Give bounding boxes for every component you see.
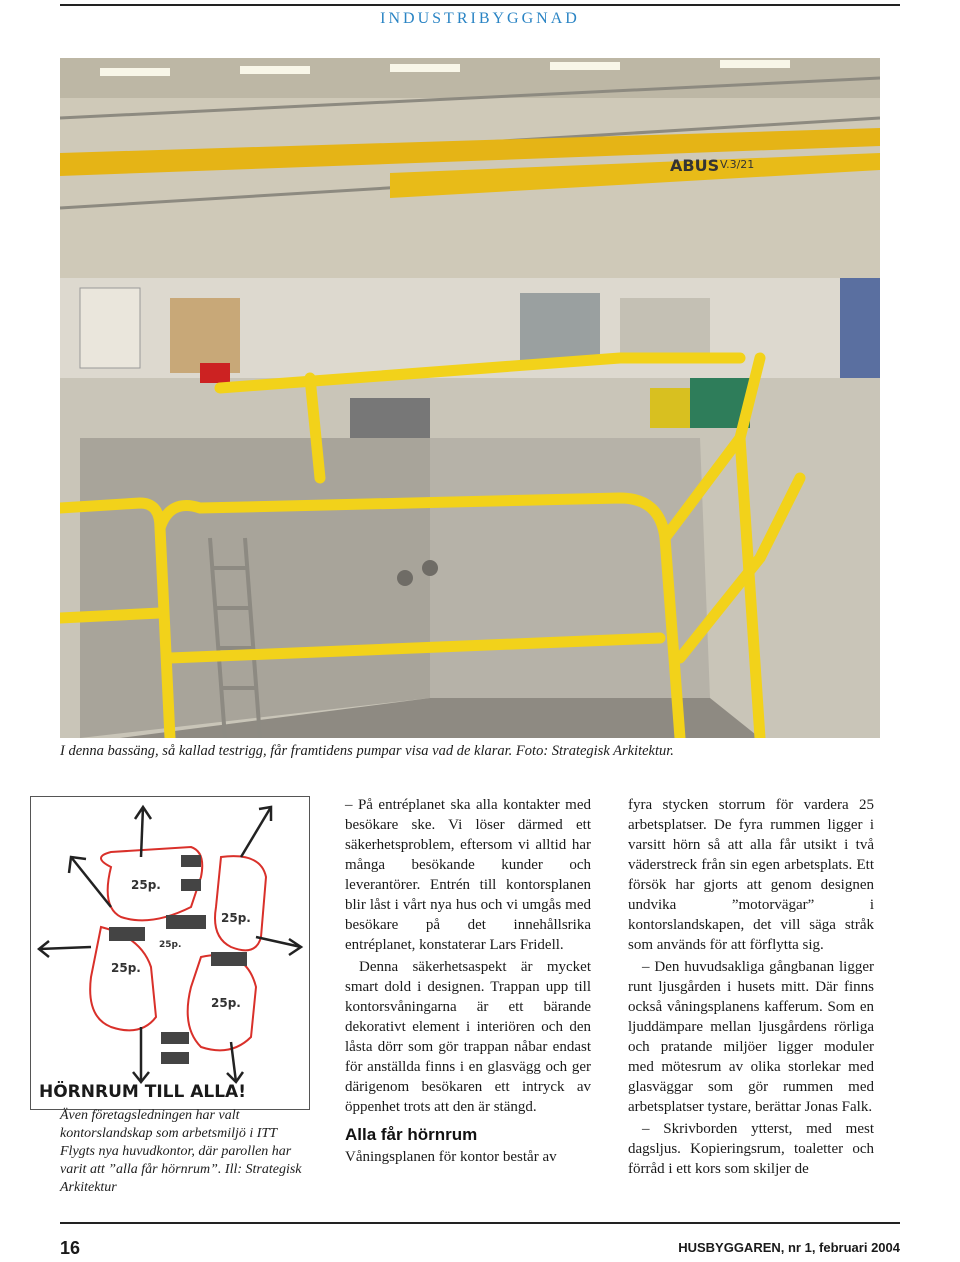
paragraph: – Skrivborden ytterst, med mest dagsljus. Kopieringsrum, toaletter och förråd i ett kors som skiljer de	[628, 1121, 874, 1177]
testrig-photo	[60, 58, 880, 738]
sketch-caption: Även företagsledningen har valt kontorslandskap som arbetsmiljö i ITT Flygts nya huvudkontor, där parollen har varit att ”alla får hörnrum”. Ill: Strategisk Arkitektur	[60, 1108, 302, 1195]
sketch-label-2: 25p.	[221, 911, 251, 925]
section-header: INDUSTRIBYGGNAD	[380, 10, 580, 27]
sketch-label-4: 25p.	[211, 996, 241, 1010]
paragraph: Våningsplanen för kontor består av	[345, 1149, 557, 1165]
article-column-right	[628, 795, 874, 1181]
paragraph: fyra stycken storrum för vardera 25 arbetsplatser. De fyra rummen ligger i varsitt hörn så att alla får utsikt i två väderstreck från sin egen arbetsplats. Ett försök har gjorts att genom designen undvika ”motorvägar” i kontorslandskapen, det vill säga stråk som används för att förflytta sig.	[628, 797, 874, 953]
article-column-middle	[345, 795, 591, 1169]
photo-caption: I denna bassäng, så kallad testrigg, får framtidens pumpar visa vad de klarar. Foto: Strategisk Arkitektur.	[60, 743, 674, 759]
sketch-label-3: 25p.	[111, 961, 141, 975]
paragraph: Denna säkerhetsaspekt är mycket smart dold i designen. Trappan upp till kontorsvåningarna är ett bärande dekorativt element i interiören och den låsta dörr som gör trappan nåbar endast för anställda finns i en glasvägg och ger därigenom besökaren ett intryck av öppenhet trots att den är stängd.	[345, 959, 591, 1115]
sketch-label-1: 25p.	[131, 878, 161, 892]
sketch-drawing	[31, 797, 309, 1109]
hall-illustration	[60, 58, 880, 738]
sketch-label-5: 25p.	[159, 940, 182, 950]
bottom-rule	[60, 1222, 900, 1224]
top-rule	[60, 4, 900, 6]
sketch-handwriting: HÖRNRUM TILL ALLA!	[39, 1082, 246, 1102]
subheading: Alla får hörnrum	[345, 1125, 478, 1144]
page-number: 16	[60, 1238, 81, 1258]
paragraph: – Den huvudsakliga gångbanan ligger runt ljusgården i husets mitt. Där finns också våningsplanens kafferum. Som en ljuddämpare mellan ljusgårdens rörliga och pratande miljöer ligger moduler med mötesrum av olika storlekar med glasväggar som gör rummen med arbetsplatser tystare, berättar Jonas Falk.	[628, 959, 874, 1115]
floorplan-sketch	[30, 796, 310, 1110]
crane-label: ABUS	[670, 156, 720, 175]
publication-info: HUSBYGGAREN, nr 1, februari 2004	[678, 1240, 900, 1255]
crane-number: V.3/21	[720, 158, 755, 171]
paragraph: – På entréplanet ska alla kontakter med besökare ske. Vi löser därmed ett säkerhetsproblem, eftersom vi alltid har många besökande kunder och leverantörer. Entrén till kontorsplanen blir låst i vårt nya hus och vi umgås med besökare på det innehållsrika entréplanet, konstaterar Lars Fridell.	[345, 797, 591, 953]
